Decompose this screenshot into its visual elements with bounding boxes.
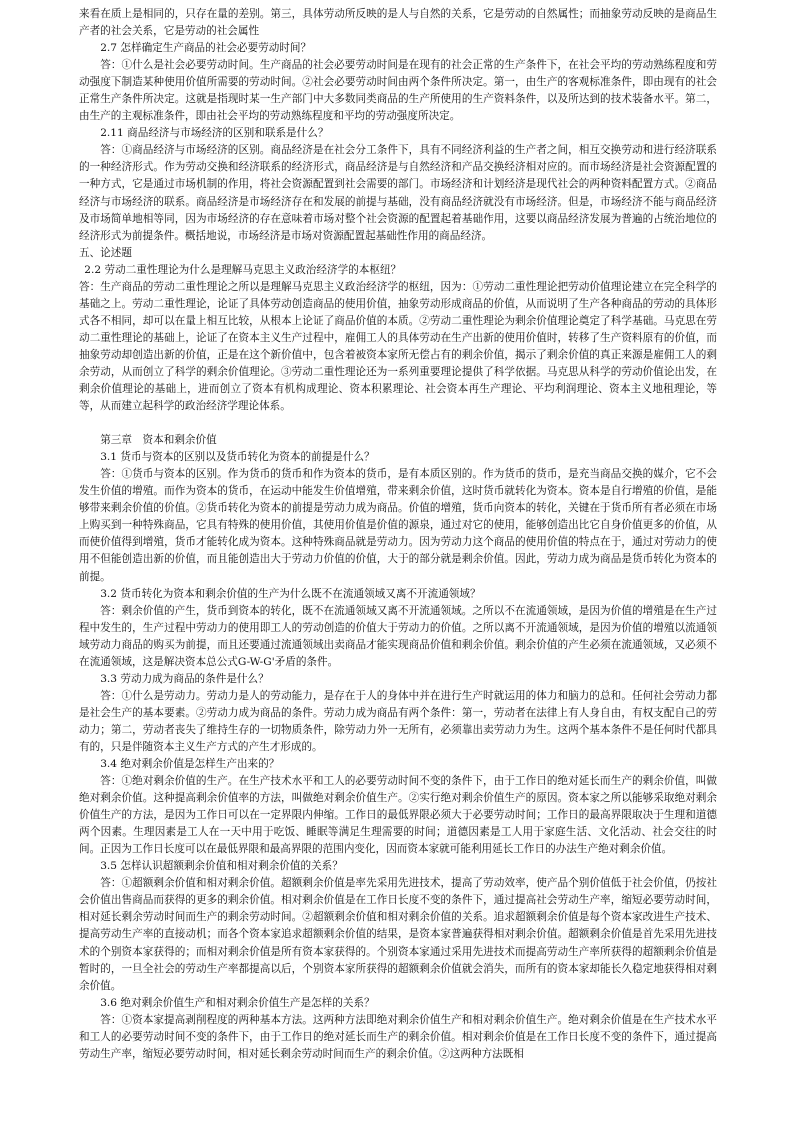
question-2-2: 2.2 劳动二重性理论为什么是理解马克思主义政治经济学的本枢纽？	[84, 263, 402, 276]
answer-2-11: 答：①商品经济与市场经济的区别。商品经济是在社会分工条件下，具有不同经济利益的生产者之间，相互交换劳动和进行经济联系的一种经济形式。作为劳动交换和经济联系的经济形式，商品经济是与自然经济和产品交换经济相对应的。而市场经济是社会资源配置的一种方式，它是通过市场机制的作用，将社会资源配置到社会需要的部门。市场经济和计划经济是现代社会的两种资料配置方式。②商品经济与市场经济的联系。商品经济是市场经济存在和发展的前提与基础，没有商品经济就没有市场经济。但是，市场经济不能与商品经济及市场简单地相等同，因为市场经济的存在意味着市场对整个社会资源的配置起着基础作用，这要以商品经济发展为普遍的占统治地位的经济形式为前提条件。概括地说，市场经济是市场对资源配置起基础性作用的商品经济。	[79, 144, 717, 242]
chapter-title: 第三章 资本和剩余价值	[100, 434, 217, 447]
spacer	[79, 415, 717, 432]
answer-2-2: 答：生产商品的劳动二重性理论之所以是理解马克思主义政治经济学的枢纽，因为：①劳动二重性理论把劳动价值理论建立在完全科学的基础之上。劳动二重性理论，论证了具体劳动创造商品的使用价值，抽象劳动形成商品的价值，从而说明了生产各种商品的劳动的具体形式各不相同，却可以在量上相互比较，从根本上论证了商品价值的本质。②劳动二重性理论为剩余价值理论奠定了科学基础。马克思在劳动二重性理论的基础上，论证了在资本主义生产过程中，雇佣工人的具体劳动在生产出新的使用价值时，转移了生产资料原有的价值，而抽象劳动却创造出新的价值，正是在这个新价值中，包含着被资本家所无偿占有的剩余价值，揭示了剩余价值的真正来源是雇佣工人的剩余劳动，从而创立了科学的剩余价值理论。③劳动二重性理论还为一系列重要理论提供了科学依据。马克思从科学的劳动价值论出发，在剩余价值理论的基础上，进而创立了资本有机构成理论、资本积累理论、社会资本再生产理论、平均利润理论、资本主义地租理论，等等，从而建立起科学的政治经济学理论体系。	[79, 280, 717, 413]
answer-2-7: 答：①什么是社会必要劳动时间。生产商品的社会必要劳动时间是在现有的社会正常的生产条件下，在社会平均的劳动熟练程度和劳动强度下制造某种使用价值所需要的劳动时间。②社会必要劳动时间由两个条件所决定。第一，由生产的客观标准条件，即由现有的社会正常生产条件所决定。这就是指现时某一生产部门中大多数同类商品的生产所使用的生产资料条件，以及所达到的技术装备水平。第二，由生产的主观标准条件，即由社会平均的劳动熟练程度和平均的劳动强度所决定。	[79, 59, 717, 123]
question-3-4: 3.4 绝对剩余价值是怎样生产出来的？	[100, 758, 280, 771]
answer-3-6: 答：①资本家提高剥削程度的两种基本方法。这两种方法即绝对剩余价值生产和相对剩余价值生产。绝对剩余价值是在生产技术水平和工人的必要劳动时间不变的条件下，由于工作日的绝对延长而生产的剩余价值。相对剩余价值是在工作日长度不变的条件下，通过提高劳动生产率，缩短必要劳动时间，相对延长剩余劳动时间而生产的剩余价值。②这两种方法既相	[79, 1013, 717, 1060]
question-3-6: 3.6 绝对剩余价值生产和相对剩余价值生产是怎样的关系？	[100, 996, 375, 1009]
question-2-7: 2.7 怎样确定生产商品的社会必要劳动时间？	[100, 42, 312, 55]
paragraph-continuation: 来看在质上是相同的，只存在量的差别。第三，具体劳动所反映的是人与自然的关系，它是劳动的自然属性；而抽象劳动反映的是商品生产者的社会关系，它是劳动的社会属性	[79, 8, 717, 38]
question-3-1: 3.1 货币与资本的区别以及货币转化为资本的前提是什么？	[100, 451, 375, 464]
answer-3-5: 答：①超额剩余价值和相对剩余价值。超额剩余价值是率先采用先进技术，提高了劳动效率，使产品个别价值低于社会价值，仍按社会价值出售商品而获得的更多的剩余价值。相对剩余价值是在工作日长度不变的条件下，通过提高社会劳动生产率，缩短必要劳动时间，相对延长剩余劳动时间而生产的剩余劳动时间。②超额剩余价值和相对剩余价值的关系。追求超额剩余价值是每个资本家改进生产技术、提高劳动生产率的直接动机；而各个资本家追求超额剩余价值的结果，是资本家普遍获得相对剩余价值。超额剩余价值是首先采用先进技术的个别资本家获得的；而相对剩余价值是所有资本家获得的。个别资本家通过采用先进技术而提高劳动生产率所获得的超额剩余价值是暂时的，一旦全社会的劳动生产率都提高以后，个别资本家所获得的超额剩余价值就会消失，而所有的资本家却能长久稳定地获得相对剩余价值。	[79, 877, 717, 992]
question-3-3: 3.3 劳动力成为商品的条件是什么？	[100, 672, 269, 685]
question-2-11: 2.11 商品经济与市场经济的区别和联系是什么？	[100, 127, 329, 140]
document-page	[79, 6, 717, 1063]
question-3-5: 3.5 怎样认识超额剩余价值和相对剩余价值的关系？	[100, 860, 343, 873]
answer-3-4: 答：①绝对剩余价值的生产。在生产技术水平和工人的必要劳动时间不变的条件下，由于工作日的绝对延长而生产的剩余价值，叫做绝对剩余价值。这种提高剩余价值率的方法，叫做绝对剩余价值生产。②实行绝对剩余价值生产的原因。资本家之所以能够采取绝对剩余价值生产的方法，是因为工作日可以在一定界限内伸缩。工作日的最低界限必须大于必要劳动时间；工作日的最高界限取决于生理和道德两个因素。生理因素是工人在一天中用于吃饭、睡眠等满足生理需要的时间；道德因素是工人用于家庭生活、文化活动、社会交往的时间。正因为工作日长度可以在最低界限和最高界限的范围内变化，因而资本家就可能利用延长工作日的办法生产绝对剩余价值。	[79, 775, 717, 856]
section-heading-essay: 五、论述题	[79, 246, 132, 259]
answer-3-3: 答：①什么是劳动力。劳动力是人的劳动能力，是存在于人的身体中并在进行生产时就运用的体力和脑力的总和。任何社会劳动力都是社会生产的基本要素。②劳动力成为商品的条件。劳动力成为商品有两个条件：第一，劳动者在法律上有人身自由，有权支配自己的劳动力；第二，劳动者丧失了维持生存的一切物质条件，除劳动力外一无所有，必须靠出卖劳动力为生。这两个基本条件不是任何时代都具有的，只是伴随资本主义生产方式的产生才形成的。	[79, 689, 717, 753]
answer-3-2: 答：剩余价值的产生，货币到资本的转化，既不在流通领域又离不开流通领域。之所以不在流通领域，是因为价值的增殖是在生产过程中发生的，生产过程中劳动力的使用即工人的劳动创造的价值大于劳动力的价值。之所以离不开流通领域，是因为价值的增殖以流通领域劳动力商品的购买为前提，而且还要通过流通领域出卖商品才能实现商品价值和剩余价值。剩余价值的产生必须在流通领域，又必须不在流通领域，这是解决资本总公式G-W-G'矛盾的条件。	[79, 604, 717, 668]
answer-3-1: 答：①货币与资本的区别。作为货币的货币和作为资本的货币，是有本质区别的。作为货币的货币，是充当商品交换的媒介，它不会发生价值的增殖。而作为资本的货币，在运动中能发生价值增殖，带来剩余价值，这时货币就转化为资本。资本是自行增殖的价值，是能够带来剩余价值的价值。②货币转化为资本的前提是劳动力成为商品。价值的增殖，货币向资本的转化，关键在于货币所有者必须在市场上购买到一种特殊商品，它具有特殊的使用价值，其使用价值是价值的源泉，通过对它的使用，能够创造出比它自身价值更多的价值，从而使价值得到增殖，货币才能转化成为资本。这种特殊商品就是劳动力。因为劳动力这个商品的使用价值的特点在于，通过对劳动力的使用不但能创造出新的价值，而且能创造出大于劳动力价值的价值，大于的部分就是剩余价值。因此，劳动力成为商品是货币转化为资本的前提。	[79, 468, 717, 583]
question-3-2: 3.2 货币转化为资本和剩余价值的生产为什么既不在流通领域又离不开流通领域？	[100, 587, 481, 600]
